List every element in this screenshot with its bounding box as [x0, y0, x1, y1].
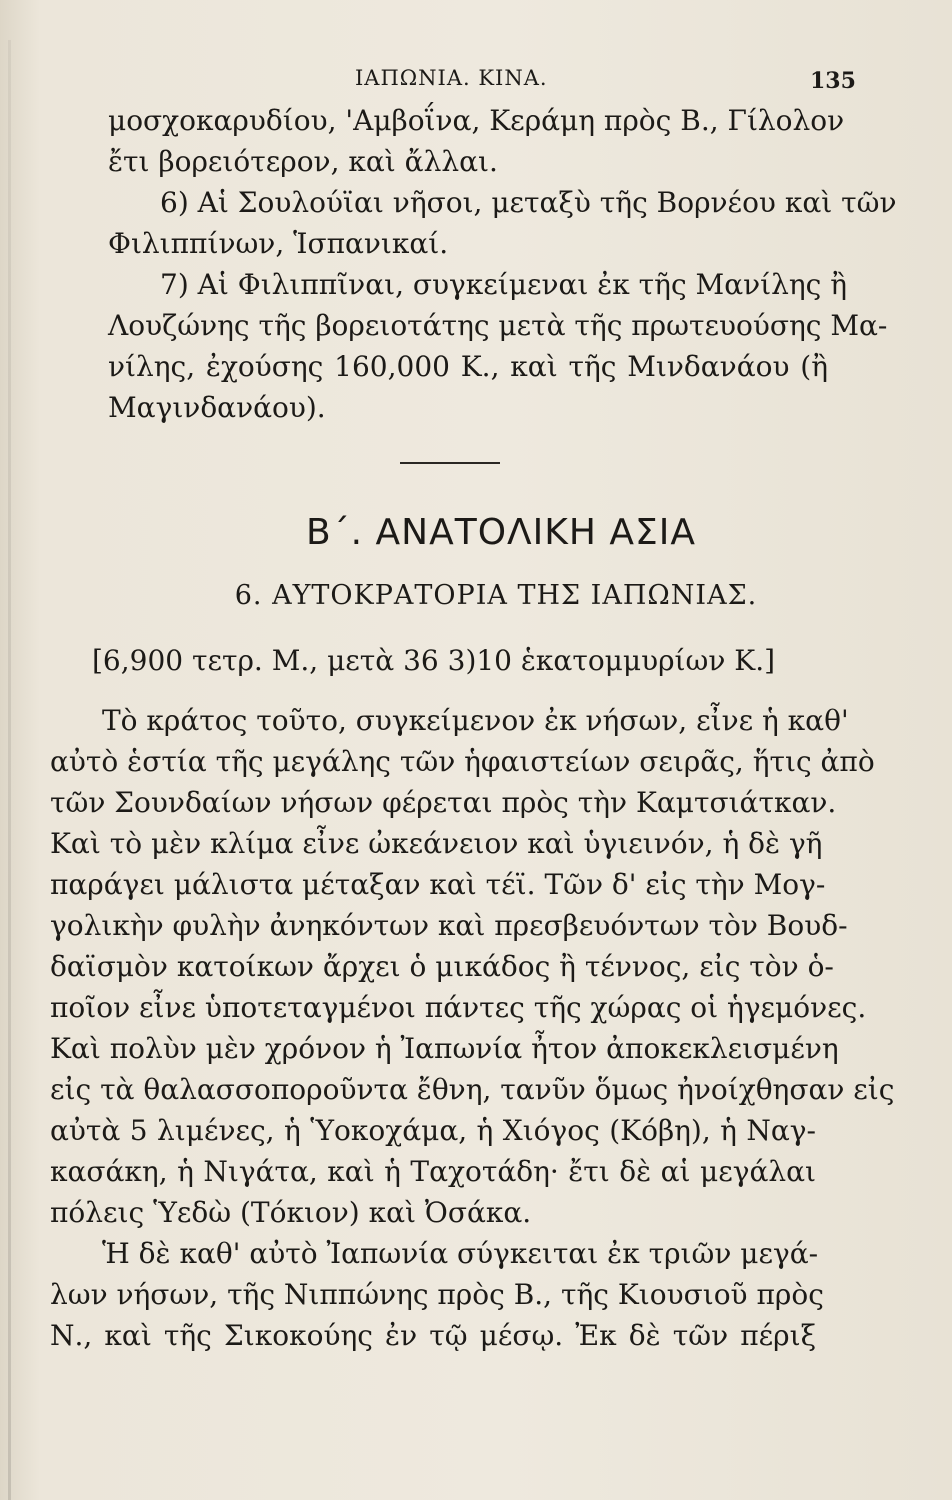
text-line: παράγει μάλιστα μέταξαν καὶ τέϊ. Τῶν δ' εἰς τὴν Μογ-	[50, 868, 826, 901]
country-statistics: [6,900 τετρ. Μ., μετὰ 36 3)10 ἑκατομμυρίων Κ.]	[92, 644, 776, 677]
section-title: Β΄. ΑΝΑΤΟΛΙΚΗ ΑΣΙΑ	[305, 512, 697, 553]
text-line: κασάκη, ἡ Νιγάτα, καὶ ἡ Ταχοτάδη· ἔτι δὲ αἱ μεγάλαι	[50, 1155, 816, 1188]
page-header	[0, 66, 952, 100]
text-line: πόλεις Ὑεδὼ (Τόκιον) καὶ Ὀσάκα.	[50, 1196, 532, 1229]
text-line: Τὸ κράτος τοῦτο, συγκείμενον ἐκ νήσων, εἶνε ἡ καθ'	[102, 704, 849, 737]
text-line: Καὶ τὸ μὲν κλίμα εἶνε ὠκεάνειον καὶ ὑγιεινόν, ἡ δὲ γῆ	[50, 827, 823, 860]
text-line: ἔτι βορειότερον, καὶ ἄλλαι.	[108, 145, 498, 178]
running-head: ΙΑΠΩΝΙΑ. ΚΙΝΑ.	[355, 66, 548, 90]
text-line: αὐτὰ 5 λιμένες, ἡ Ὑοκοχάμα, ἡ Χιόγος (Κόβη), ἡ Ναγ-	[50, 1114, 816, 1147]
subsection-title: 6. ΑΥΤΟΚΡΑΤΟΡΙΑ ΤΗΣ ΙΑΠΩΝΙΑΣ.	[234, 580, 758, 611]
text-line: 7) Αἱ Φιλιππῖναι, συγκείμεναι ἐκ τῆς Μανίλης ἢ	[160, 268, 847, 301]
text-line: Φιλιππίνων, Ἱσπανικαί.	[108, 227, 449, 260]
text-line: Καὶ πολὺν μὲν χρόνον ἡ Ἰαπωνία ἦτον ἀποκεκλεισμένη	[50, 1032, 839, 1065]
text-line: Μαγινδανάου).	[108, 391, 326, 424]
text-line: νίλης, ἐχούσης 160,000 Κ., καὶ τῆς Μινδανάου (ἢ	[108, 350, 828, 383]
text-line: ποῖον εἶνε ὑποτεταγμένοι πάντες τῆς χώρας οἱ ἡγεμόνες.	[50, 991, 867, 1024]
text-line: 6) Αἱ Σουλούϊαι νῆσοι, μεταξὺ τῆς Βορνέου καὶ τῶν	[160, 186, 897, 219]
text-line: τῶν Σουνδαίων νήσων φέρεται πρὸς τὴν Καμτσιάτκαν.	[50, 786, 837, 819]
text-line: εἰς τὰ θαλασσοποροῦντα ἔθνη, τανῦν ὅμως ἠνοίχθησαν εἰς	[50, 1073, 895, 1106]
text-line: Ν., καὶ τῆς Σικοκούης ἐν τῷ μέσῳ. Ἐκ δὲ τῶν πέριξ	[50, 1319, 816, 1352]
text-line: Λουζώνης τῆς βορειοτάτης μετὰ τῆς πρωτευούσης Μα-	[108, 309, 888, 342]
text-line: δαϊσμὸν κατοίκων ἄρχει ὁ μικάδος ἢ τέννος, εἰς τὸν ὁ-	[50, 950, 834, 983]
text-line: μοσχοκαρυδίου, 'Αμβοΐνα, Κεράμη πρὸς Β., Γίλολον	[108, 104, 845, 137]
page-edge-shadow	[8, 40, 11, 1500]
text-line: γολικὴν φυλὴν ἀνηκόντων καὶ πρεσβευόντων τὸν Βουδ-	[50, 909, 848, 942]
page-number: 135	[810, 68, 856, 94]
text-line: αὐτὸ ἑστία τῆς μεγάλης τῶν ἡφαιστείων σειρᾶς, ἥτις ἀπὸ	[50, 745, 875, 778]
text-line: λων νήσων, τῆς Νιππώνης πρὸς Β., τῆς Κιουσιοῦ πρὸς	[50, 1278, 824, 1311]
section-divider	[400, 462, 500, 464]
main-paragraphs	[50, 700, 895, 1356]
top-paragraphs	[108, 100, 897, 428]
text-line: Ἡ δὲ καθ' αὐτὸ Ἰαπωνία σύγκειται ἐκ τριῶν μεγά-	[102, 1237, 819, 1270]
